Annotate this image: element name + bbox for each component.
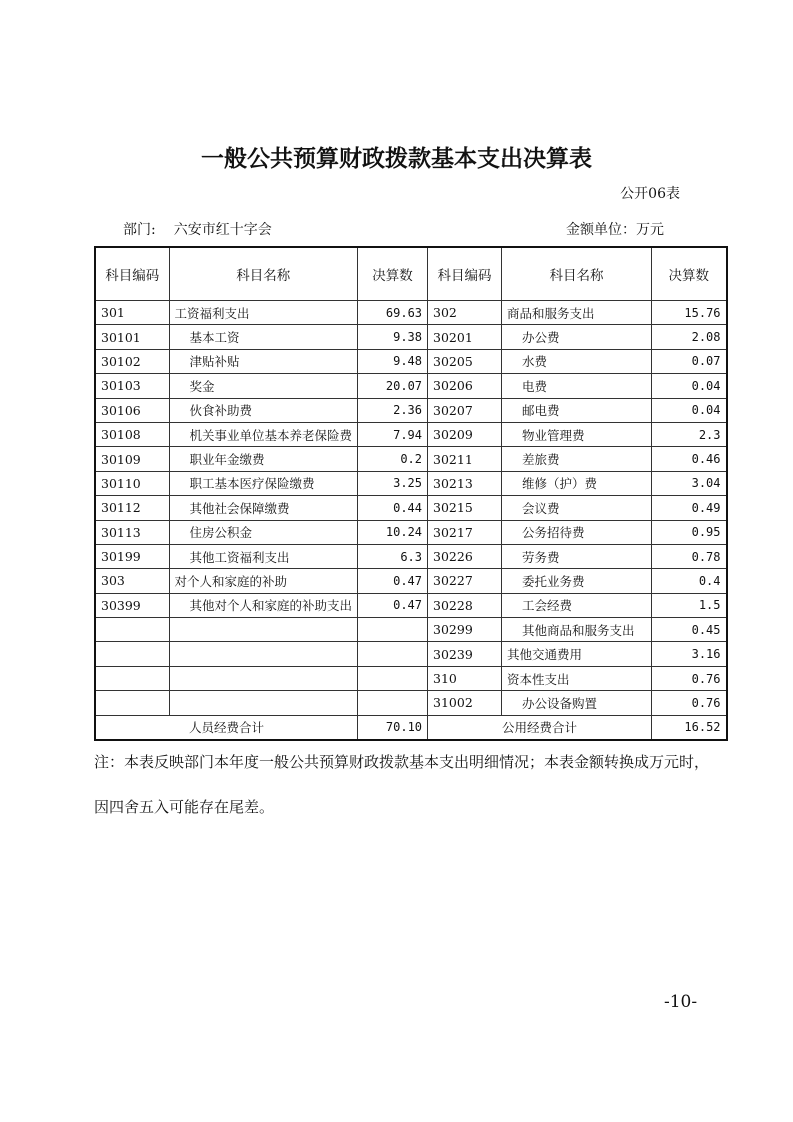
personnel-total-value: 70.10	[358, 715, 428, 740]
left-name-cell: 奖金	[169, 374, 358, 398]
table-row	[95, 691, 727, 715]
footnote	[94, 752, 714, 816]
left-code-cell: 30399	[95, 593, 169, 617]
form-number: 公开06表	[620, 186, 680, 202]
left-amount-cell: 0.47	[358, 569, 428, 593]
right-code-cell: 30207	[428, 398, 502, 422]
left-amount-cell	[358, 618, 428, 642]
personnel-total-label: 人员经费合计	[95, 715, 358, 740]
left-name-cell: 机关事业单位基本养老保险费	[169, 422, 358, 446]
left-code-cell: 303	[95, 569, 169, 593]
footnote-line-1: 注：本表反映部门本年度一般公共预算财政拨款基本支出明细情况；本表金额转换成万元时，	[94, 753, 710, 771]
public-total-value: 16.52	[652, 715, 727, 740]
right-amount-cell: 0.04	[652, 398, 727, 422]
right-amount-cell: 3.16	[652, 642, 727, 666]
right-name-cell: 邮电费	[502, 398, 652, 422]
right-name-cell: 水费	[502, 349, 652, 373]
left-name-cell: 基本工资	[169, 325, 358, 349]
left-code-cell	[95, 691, 169, 715]
right-amount-cell: 0.76	[652, 691, 727, 715]
right-code-cell: 31002	[428, 691, 502, 715]
table-row	[95, 374, 727, 398]
amount-unit: 金额单位：万元	[566, 222, 664, 238]
left-code-cell: 30110	[95, 471, 169, 495]
right-amount-cell: 0.45	[652, 618, 727, 642]
left-amount-cell: 3.25	[358, 471, 428, 495]
right-amount-cell: 0.95	[652, 520, 727, 544]
left-code-cell: 30103	[95, 374, 169, 398]
header-left-code: 科目编码	[95, 247, 169, 301]
table-row	[95, 618, 727, 642]
left-name-cell: 津贴补贴	[169, 349, 358, 373]
table-row	[95, 398, 727, 422]
right-name-cell: 维修（护）费	[502, 471, 652, 495]
table-row	[95, 422, 727, 446]
table-row	[95, 301, 727, 325]
right-amount-cell: 0.07	[652, 349, 727, 373]
left-amount-cell	[358, 691, 428, 715]
left-amount-cell: 7.94	[358, 422, 428, 446]
right-amount-cell: 2.08	[652, 325, 727, 349]
right-name-cell: 办公设备购置	[502, 691, 652, 715]
right-code-cell: 30215	[428, 496, 502, 520]
left-code-cell: 30108	[95, 422, 169, 446]
right-amount-cell: 1.5	[652, 593, 727, 617]
left-name-cell	[169, 618, 358, 642]
right-name-cell: 其他交通费用	[502, 642, 652, 666]
right-name-cell: 会议费	[502, 496, 652, 520]
left-name-cell	[169, 642, 358, 666]
left-amount-cell: 0.44	[358, 496, 428, 520]
right-amount-cell: 0.78	[652, 544, 727, 568]
right-amount-cell: 3.04	[652, 471, 727, 495]
expenditure-table	[94, 246, 728, 741]
right-name-cell: 物业管理费	[502, 422, 652, 446]
header-right-name: 科目名称	[502, 247, 652, 301]
left-code-cell: 30109	[95, 447, 169, 471]
left-amount-cell: 9.38	[358, 325, 428, 349]
table-row	[95, 447, 727, 471]
right-name-cell: 办公费	[502, 325, 652, 349]
left-amount-cell	[358, 642, 428, 666]
left-name-cell: 职工基本医疗保险缴费	[169, 471, 358, 495]
table-row	[95, 520, 727, 544]
right-code-cell: 30227	[428, 569, 502, 593]
left-code-cell: 30101	[95, 325, 169, 349]
left-code-cell	[95, 618, 169, 642]
page-number: -10-	[664, 992, 698, 1012]
left-code-cell: 30113	[95, 520, 169, 544]
right-name-cell: 资本性支出	[502, 666, 652, 690]
right-amount-cell: 0.46	[652, 447, 727, 471]
right-code-cell: 30209	[428, 422, 502, 446]
public-total-label: 公用经费合计	[428, 715, 652, 740]
left-code-cell: 30106	[95, 398, 169, 422]
right-name-cell: 公务招待费	[502, 520, 652, 544]
right-code-cell: 30201	[428, 325, 502, 349]
left-amount-cell: 6.3	[358, 544, 428, 568]
left-name-cell: 其他工资福利支出	[169, 544, 358, 568]
right-amount-cell: 0.04	[652, 374, 727, 398]
right-amount-cell: 0.76	[652, 666, 727, 690]
right-name-cell: 劳务费	[502, 544, 652, 568]
header-right-code: 科目编码	[428, 247, 502, 301]
left-amount-cell: 9.48	[358, 349, 428, 373]
footnote-line-2: 因四舍五入可能存在尾差。	[94, 798, 275, 816]
left-amount-cell: 0.2	[358, 447, 428, 471]
right-code-cell: 30299	[428, 618, 502, 642]
left-code-cell	[95, 642, 169, 666]
left-amount-cell: 0.47	[358, 593, 428, 617]
left-amount-cell: 10.24	[358, 520, 428, 544]
right-name-cell: 差旅费	[502, 447, 652, 471]
left-name-cell: 住房公积金	[169, 520, 358, 544]
table-row	[95, 325, 727, 349]
left-amount-cell: 2.36	[358, 398, 428, 422]
left-name-cell: 工资福利支出	[169, 301, 358, 325]
table-row	[95, 593, 727, 617]
left-code-cell: 30199	[95, 544, 169, 568]
left-code-cell: 30112	[95, 496, 169, 520]
department-label: 部门:	[123, 222, 156, 238]
right-amount-cell: 15.76	[652, 301, 727, 325]
total-row	[95, 715, 727, 740]
department-name: 六安市红十字会	[173, 222, 272, 238]
table-row	[95, 349, 727, 373]
left-code-cell	[95, 666, 169, 690]
right-amount-cell: 0.49	[652, 496, 727, 520]
left-name-cell	[169, 666, 358, 690]
table-row	[95, 569, 727, 593]
right-amount-cell: 0.4	[652, 569, 727, 593]
left-code-cell: 301	[95, 301, 169, 325]
left-amount-cell	[358, 666, 428, 690]
left-amount-cell: 20.07	[358, 374, 428, 398]
header-left-amount: 决算数	[358, 247, 428, 301]
left-name-cell: 其他对个人和家庭的补助支出	[169, 593, 358, 617]
left-code-cell: 30102	[95, 349, 169, 373]
right-name-cell: 工会经费	[502, 593, 652, 617]
right-code-cell: 30211	[428, 447, 502, 471]
right-code-cell: 302	[428, 301, 502, 325]
table-header-row	[95, 247, 727, 301]
document-title: 一般公共预算财政拨款基本支出决算表	[201, 146, 592, 172]
table-row	[95, 666, 727, 690]
right-code-cell: 30239	[428, 642, 502, 666]
right-name-cell: 委托业务费	[502, 569, 652, 593]
right-code-cell: 30217	[428, 520, 502, 544]
table-row	[95, 471, 727, 495]
right-name-cell: 电费	[502, 374, 652, 398]
right-name-cell: 商品和服务支出	[502, 301, 652, 325]
right-amount-cell: 2.3	[652, 422, 727, 446]
department-line	[123, 219, 272, 239]
left-amount-cell: 69.63	[358, 301, 428, 325]
left-name-cell: 伙食补助费	[169, 398, 358, 422]
right-name-cell: 其他商品和服务支出	[502, 618, 652, 642]
left-name-cell: 职业年金缴费	[169, 447, 358, 471]
right-code-cell: 310	[428, 666, 502, 690]
right-code-cell: 30228	[428, 593, 502, 617]
left-name-cell: 对个人和家庭的补助	[169, 569, 358, 593]
header-right-amount: 决算数	[652, 247, 727, 301]
table-row	[95, 496, 727, 520]
right-code-cell: 30226	[428, 544, 502, 568]
header-left-name: 科目名称	[169, 247, 358, 301]
right-code-cell: 30213	[428, 471, 502, 495]
table-row	[95, 642, 727, 666]
right-code-cell: 30206	[428, 374, 502, 398]
left-name-cell: 其他社会保障缴费	[169, 496, 358, 520]
left-name-cell	[169, 691, 358, 715]
table-row	[95, 544, 727, 568]
right-code-cell: 30205	[428, 349, 502, 373]
